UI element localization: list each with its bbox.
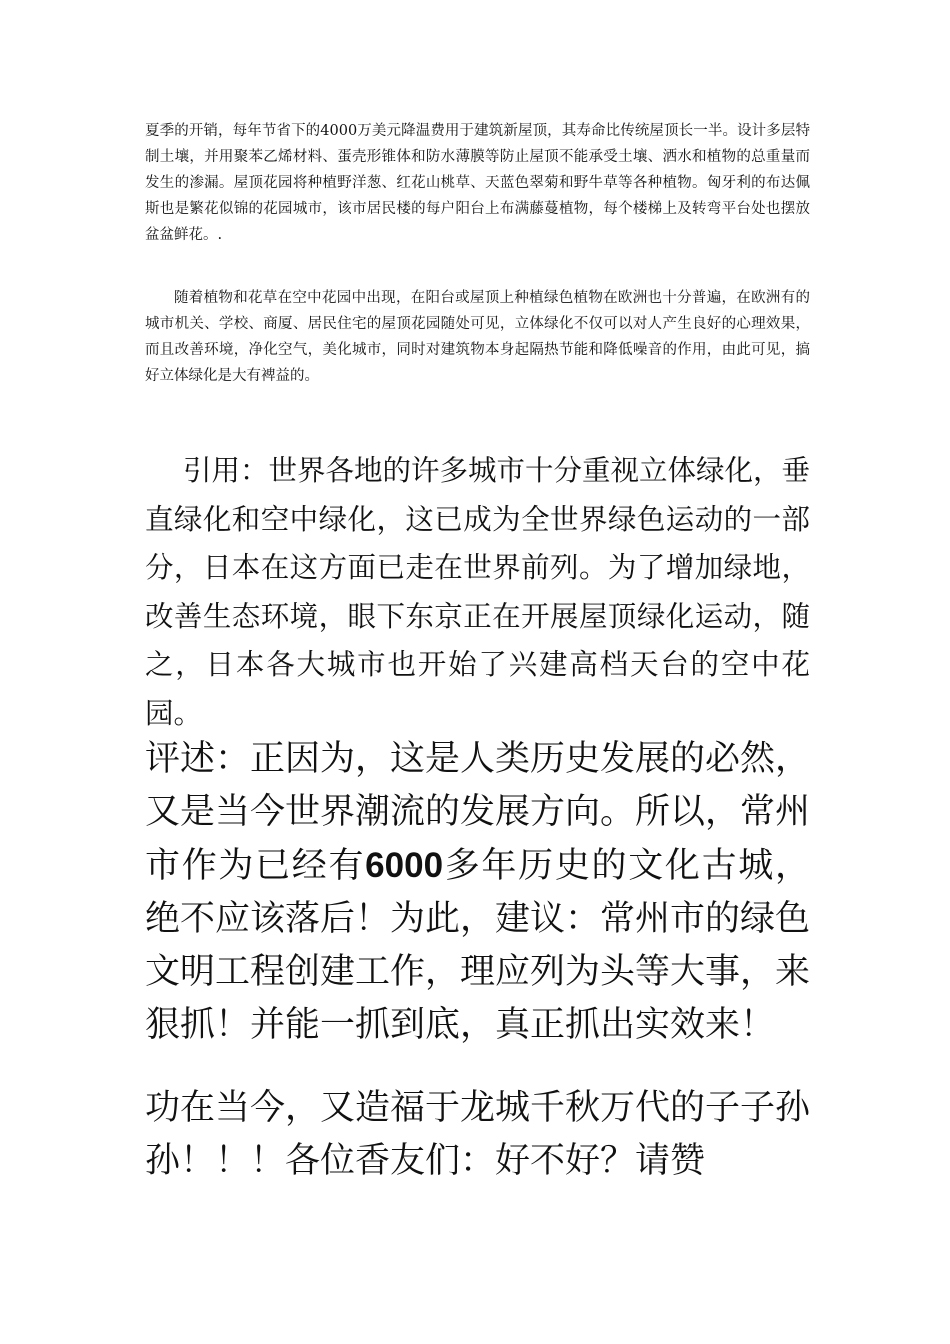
commentary-years-number: 6000 — [365, 846, 444, 885]
paragraph-europe-greening: 随着植物和花草在空中花园中出现，在阳台或屋顶上种植绿色植物在欧洲也十分普遍，在欧洲有的城市机关、学校、商厦、居民住宅的屋顶花园随处可见，立体绿化不仅可以对人产生良好的心理效果，而且改善环境，净化空气，美化城市，同时对建筑物本身起隔热节能和降低噪音的作用，由此可见，搞好立体绿化是大有裨益的。 — [145, 290, 810, 384]
paragraph-quote: 引用：世界各地的许多城市十分重视立体绿化，垂直绿化和空中绿化，这已成为全世界绿色运动的一部分，日本在这方面已走在世界前列。为了增加绿地，改善生态环境，眼下东京正在开展屋顶绿化运动，随之，日本各大城市也开始了兴建高档天台的空中花园。 — [145, 454, 811, 730]
paragraph-commentary — [145, 733, 810, 1052]
commentary-text-after: 多年历史的文化古城，绝不应该落后！为此，建议：常州市的绿色文明工程创建工作，理应列为头等大事，来狠抓！并能一抓到底，真正抓出实效来！ — [145, 846, 811, 1045]
commentary-text-before: 评述：正因为，这是人类历史发展的必然，又是当今世界潮流的发展方向。所以，常州市作为已经有 — [145, 739, 811, 886]
paragraph-closing: 功在当今，又造福于龙城千秋万代的子子孙孙！！！各位香友们：好不好？请赞 — [145, 1088, 811, 1181]
paragraph-rooftop-costs: 夏季的开销，每年节省下的4000万美元降温费用于建筑新屋顶，其寿命比传统屋顶长一半。设计多层特制土壤，并用聚苯乙烯材料、蛋壳形锥体和防水薄膜等防止屋顶不能承受土壤、洒水和植物的总重量而发生的渗漏。屋顶花园将种植野洋葱、红花山桃草、天蓝色翠菊和野牛草等各种植物。匈牙利的布达佩斯也是繁花似锦的花园城市，该市居民楼的每户阳台上布满藤蔓植物，每个楼梯上及转弯平台处也摆放盆盆鲜花。. — [145, 123, 810, 243]
